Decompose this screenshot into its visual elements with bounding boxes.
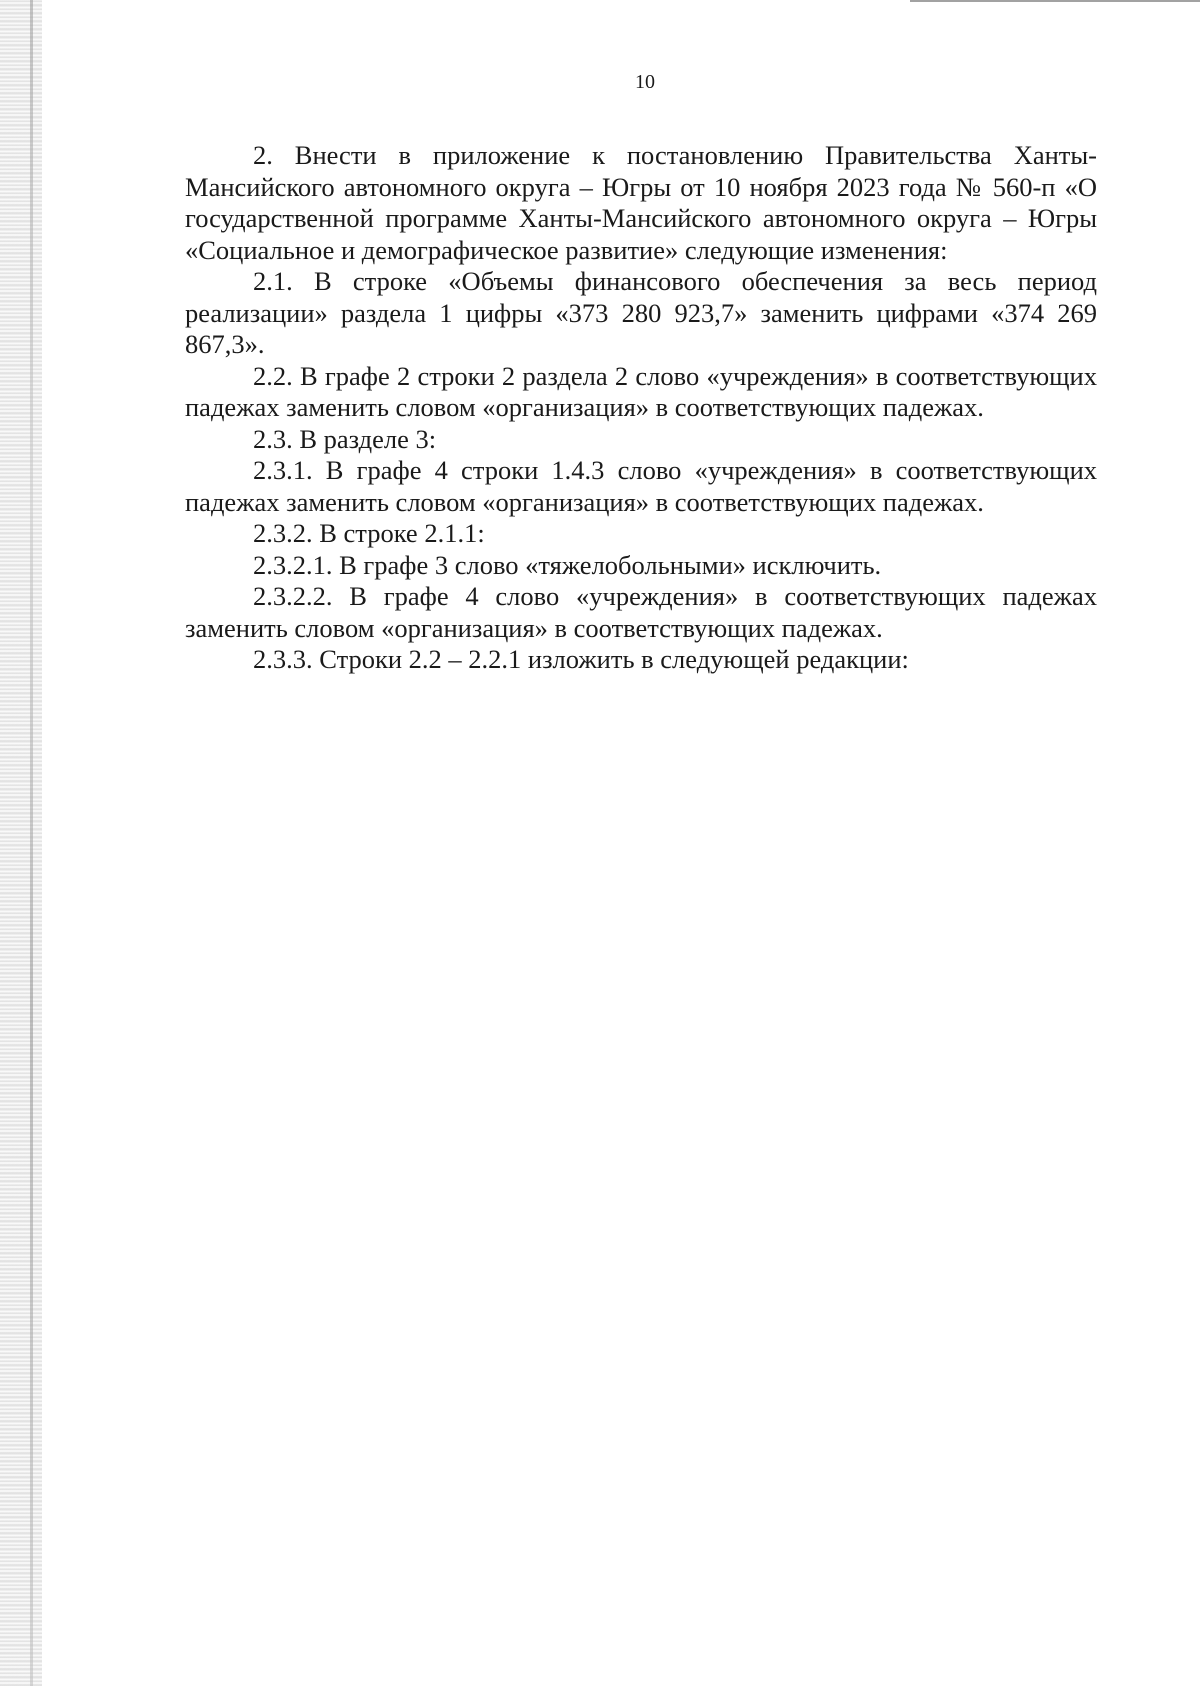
paragraph-2-1: 2.1. В строке «Объемы финансового обеспечения за весь период реализации» раздела 1 цифры «373 280 923,7» заменить цифрами «374 269 867,3».	[185, 266, 1097, 359]
paragraph-2: 2. Внести в приложение к постановлению Правительства Ханты-Мансийского автономного округа – Югры от 10 ноября 2023 года № 560-п «О государственной программе Ханты-Мансийского автономного округа – Югры «Социальное и демографическое развитие» следующие изменения:	[185, 140, 1097, 265]
scan-top-line-artifact	[910, 0, 1200, 2]
paragraph-2-3-2-2: 2.3.2.2. В графе 4 слово «учреждения» в соответствующих падежах заменить словом «организация» в соответствующих падежах.	[185, 581, 1097, 643]
document-body	[185, 140, 1097, 676]
paragraph-2-3-2: 2.3.2. В строке 2.1.1:	[253, 518, 485, 548]
paragraph-2-2: 2.2. В графе 2 строки 2 раздела 2 слово «учреждения» в соответствующих падежах заменить словом «организация» в соответствующих падежах.	[185, 360, 1097, 422]
scan-edge-artifact	[0, 0, 42, 1686]
paragraph-2-3-3: 2.3.3. Строки 2.2 – 2.2.1 изложить в следующей редакции:	[253, 644, 909, 674]
paragraph-2-3-2-1: 2.3.2.1. В графе 3 слово «тяжелобольными» исключить.	[253, 549, 882, 580]
page-number: 10	[635, 71, 655, 93]
paragraph-2-3: 2.3. В разделе 3:	[253, 423, 437, 454]
paragraph-2-3-1: 2.3.1. В графе 4 строки 1.4.3 слово «учреждения» в соответствующих падежах заменить словом «организация» в соответствующих падежах.	[185, 455, 1097, 517]
